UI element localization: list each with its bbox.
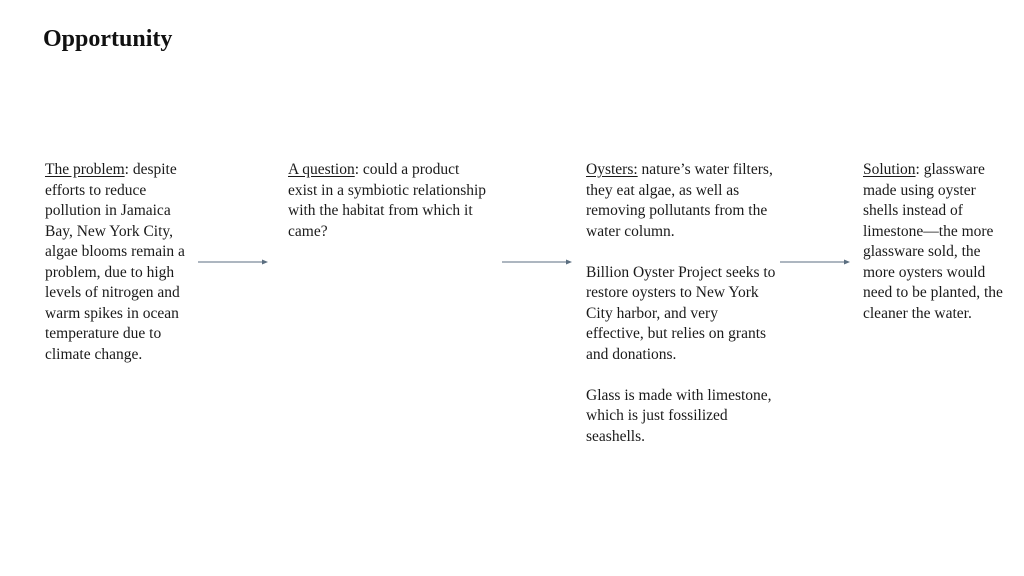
question-label: A question: [288, 161, 355, 178]
problem-text: [45, 160, 197, 365]
problem-label: The problem: [45, 161, 125, 178]
slide-title: Opportunity: [43, 26, 173, 52]
glass-limestone-text: Glass is made with limestone, which is just fossilized seashells.: [586, 386, 772, 445]
question-text: [288, 160, 488, 242]
right-arrow-icon: [780, 257, 852, 267]
problem-body: : despite efforts to reduce pollution in Jamaica Bay, New York City, algae blooms remain a problem, due to high levels of nitrogen and warm spikes in ocean temperature due to climate change.: [45, 161, 185, 363]
oysters-text: [586, 160, 776, 242]
oysters-body: nature’s water filters, they eat algae, as well as removing pollutants from the water column.: [586, 161, 773, 240]
oysters-column: [586, 160, 776, 447]
solution-label: Solution: [863, 161, 916, 178]
question-body: : could a product exist in a symbiotic relationship with the habitat from which it came?: [288, 161, 487, 240]
solution-body: : glassware made using oyster shells instead of limestone—the more glassware sold, the more oysters would need to be planted, the cleaner the water.: [863, 161, 1003, 322]
right-arrow-icon: [198, 257, 270, 267]
solution-column: [863, 160, 1013, 324]
problem-column: [45, 160, 197, 365]
billion-oyster-project-text: Billion Oyster Project seeks to restore oysters to New York City harbor, and very effective, but relies on grants and donations.: [586, 263, 776, 363]
right-arrow-icon: [502, 257, 574, 267]
solution-text: [863, 160, 1013, 324]
question-column: [288, 160, 488, 242]
oysters-label: Oysters:: [586, 161, 638, 178]
